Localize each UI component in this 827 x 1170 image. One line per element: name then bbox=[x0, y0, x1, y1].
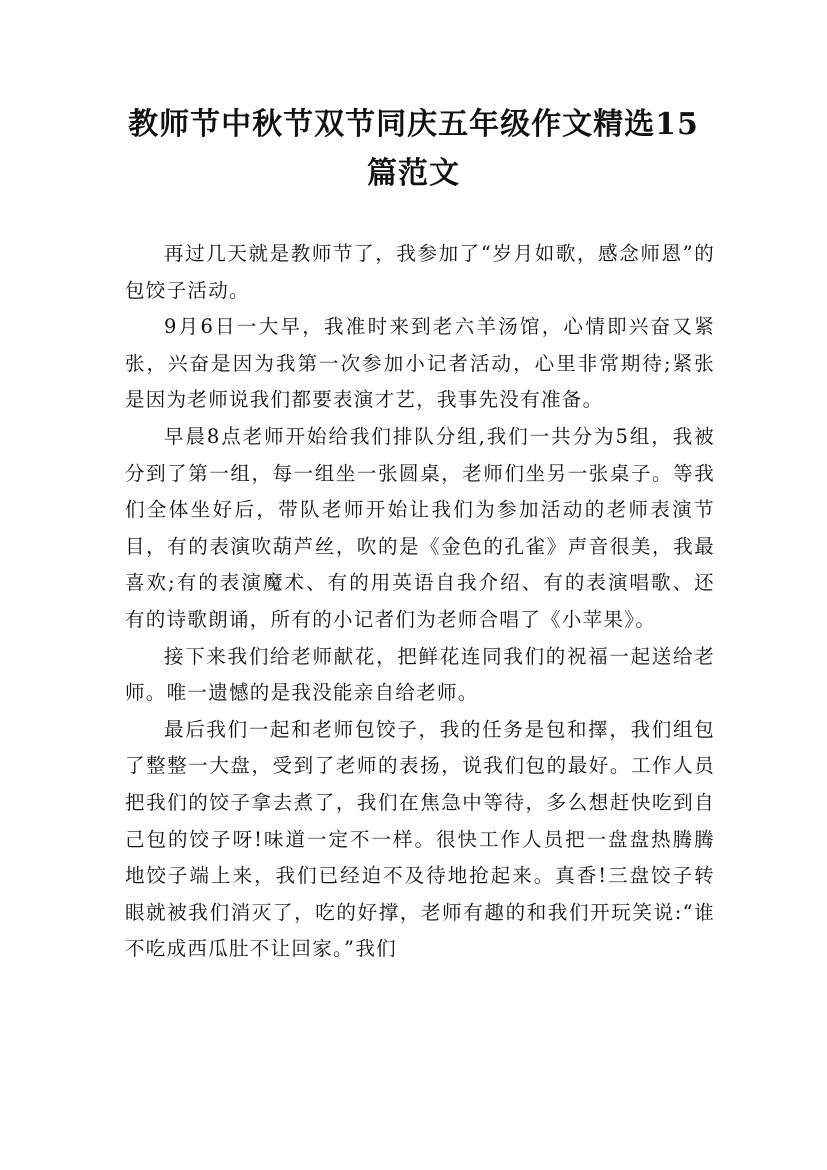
paragraph-4: 接下来我们给老师献花，把鲜花连同我们的祝福一起送给老师。唯一遗憾的是我没能亲自给老师。 bbox=[125, 644, 715, 705]
paragraph-3: 早晨8点老师开始给我们排队分组,我们一共分为5组，我被分到了第一组，每一组坐一张圆桌，老师们坐另一张桌子。等我们全体坐好后，带队老师开始让我们为参加活动的老师表演节目，有的表演吹葫芦丝，吹的是《金色的孔雀》声音很美，我最喜欢;有的表演魔术、有的用英语自我介绍、有的表演唱歌、还有的诗歌朗诵，所有的小记者们为老师合唱了《小苹果》。 bbox=[125, 424, 715, 631]
document-body bbox=[125, 236, 715, 968]
paragraph-2: 9月6日一大早，我准时来到老六羊汤馆，心情即兴奋又紧张，兴奋是因为我第一次参加小记者活动，心里非常期待;紧张是因为老师说我们都要表演才艺，我事先没有准备。 bbox=[125, 315, 715, 412]
paragraph-5: 最后我们一起和老师包饺子，我的任务是包和擇，我们组包了整整一大盘，受到了老师的表扬，说我们包的最好。工作人员把我们的饺子拿去煮了，我们在焦急中等待，多么想赶快吃到自己包的饺子呀!味道一定不一样。很快工作人员把一盘盘热腾腾地饺子端上来，我们已经迫不及待地抢起来。真香!三盘饺子转眼就被我们消灭了，吃的好撑，老师有趣的和我们开玩笑说:“谁不吃成西瓜肚不让回家。”我们 bbox=[125, 717, 715, 961]
paragraph-1: 再过几天就是教师节了，我参加了“岁月如歌，感念师恩”的包饺子活动。 bbox=[125, 242, 715, 302]
document-title: 教师节中秋节双节同庆五年级作文精选15 篇范文 bbox=[128, 107, 699, 191]
